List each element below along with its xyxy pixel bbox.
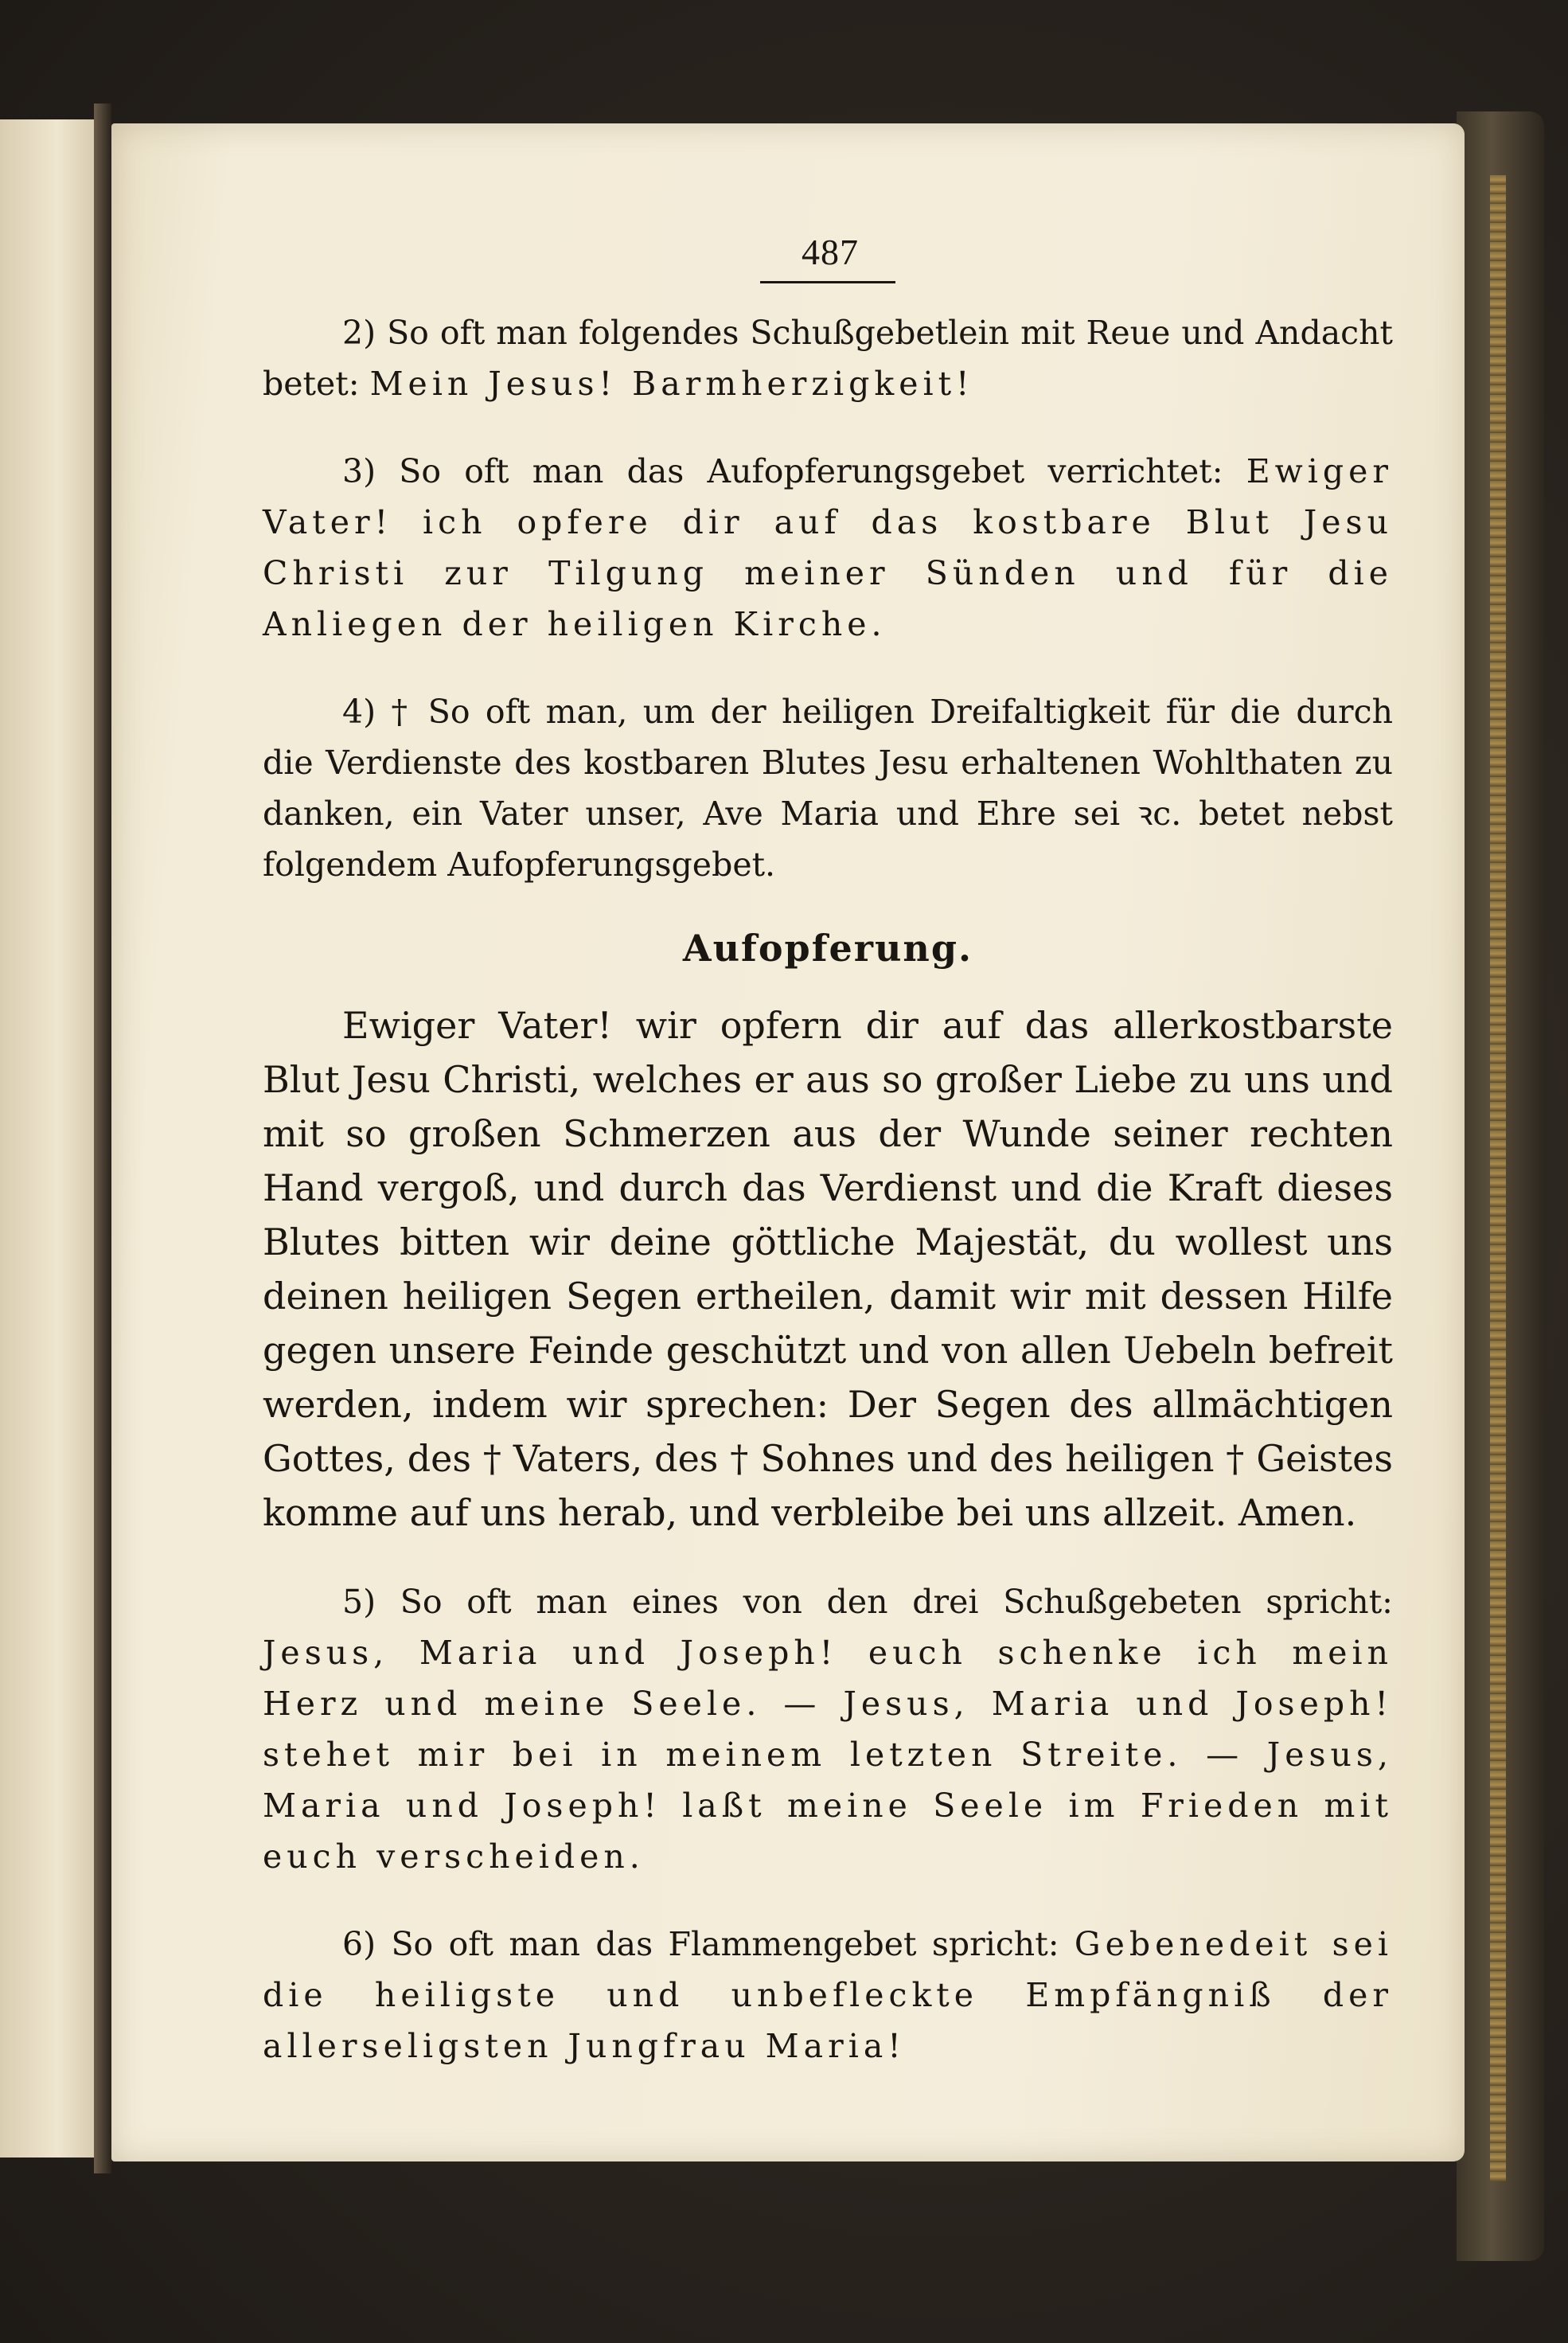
cover-decorative-trim [1490,175,1506,2181]
paragraph-item-6 [263,1919,1393,2072]
paragraph-item-2-prayer: Mein Jesus! Barmherzigkeit! [369,365,974,403]
paragraph-item-5 [263,1576,1393,1882]
paragraph-item-2 [263,307,1393,409]
book-page [111,123,1465,2161]
paragraph-item-2-lead: 2) So oft man folgendes Schußgebetlein mit Reue und Andacht betet: [263,314,1393,403]
prayer-text: Ewiger Vater! wir opfern dir auf das allerkostbarste Blut Jesu Christi, welches er aus so großer Liebe zu uns und mit so großen Schmerzen aus der Wunde seiner rechten Hand vergoß, und durch das Verdienst und die Kraft dieses Blutes bitten wir deine göttliche Majestät, du wollest uns deinen heiligen Segen ertheilen, damit wir mit dessen Hilfe gegen unsere Feinde geschützt und von allen Uebeln befreit werden, indem wir sprechen: Der Segen des allmächtigen Gottes, des † Vaters, des † Sohnes und des heiligen † Geistes komme auf uns herab, und verbleibe bei uns allzeit. Amen. [263,1004,1393,1534]
page-content [263,231,1393,2108]
paragraph-item-5-lead: 5) So oft man eines von den drei Schußgebeten spricht: [342,1583,1393,1621]
paragraph-item-3-prayer: Ewiger Vater! ich opfere dir auf das kostbare Blut Jesu Christi zur Tilgung meiner Sünden und für die Anliegen der heiligen Kirche. [263,452,1393,643]
paragraph-item-4-text: 4) † So oft man, um der heiligen Dreifaltigkeit für die durch die Verdienste des kostbaren Blutes Jesu erhaltenen Wohlthaten zu danken, ein Vater unser, Ave Maria und Ehre sei ꝛc. betet nebst folgendem Aufopferungsgebet. [263,693,1393,884]
paragraph-item-3 [263,446,1393,650]
paragraph-item-6-lead: 6) So oft man das Flammengebet spricht: [342,1925,1075,1963]
previous-page-edge [0,119,99,2158]
section-heading: Aufopferung. [682,927,973,970]
book-gutter [94,103,111,2173]
paragraph-item-3-lead: 3) So oft man das Aufopferungsgebet verrichtet: [342,452,1246,490]
paragraph-item-5-prayer: Jesus, Maria und Joseph! euch schenke ich mein Herz und meine Seele. — Jesus, Maria und Joseph! stehet mir bei in meinem letzten Streite. — Jesus, Maria und Joseph! laßt meine Seele im Frieden mit euch verscheiden. [263,1634,1393,1876]
paragraph-item-4 [263,686,1393,890]
page-number: 487 [802,232,859,272]
paragraph-item-6-prayer: Gebenedeit sei die heiligste und unbefleckte Empfängniß der allerseligsten Jungfrau Maria! [263,1925,1393,2065]
page-number-rule [760,281,895,283]
